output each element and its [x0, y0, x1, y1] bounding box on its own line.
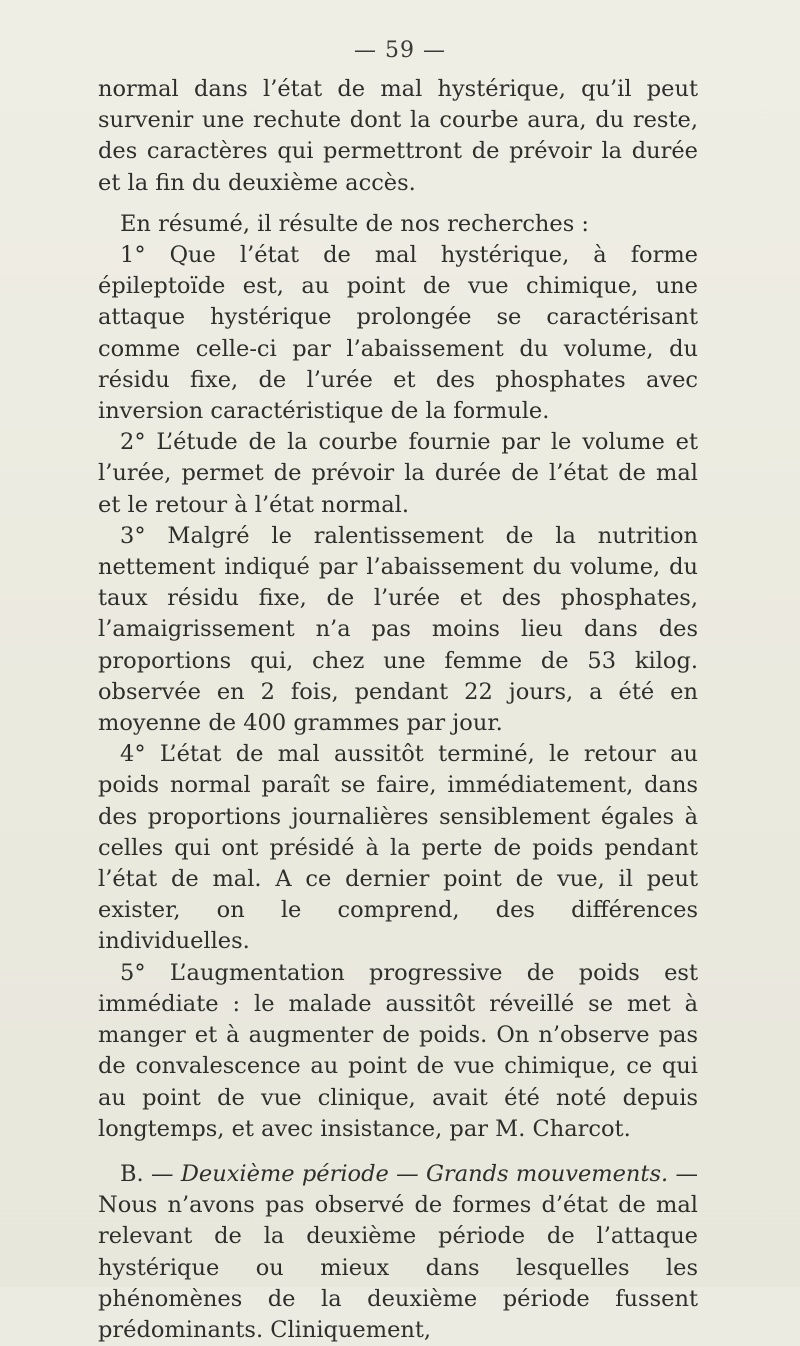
paragraph-continuation: normal dans l’état de mal hystérique, qu’il peut survenir une rechute dont la courbe aura, du reste, des caractères qui permettront de prévoir la durée et la fin du deuxième accès. — [98, 76, 698, 196]
body-text — [98, 74, 698, 1346]
section-b-title: Deuxième période — Grands mouvements. — [180, 1160, 669, 1187]
section-b-paragraph — [98, 1159, 698, 1346]
conclusion-item-2: 2° L’étude de la courbe fournie par le volume et l’urée, permet de prévoir la durée de l’état de mal et le retour à l’état normal. — [98, 429, 698, 518]
conclusion-item-4: 4° L’état de mal aussitôt terminé, le retour au poids normal paraît se faire, immédiatement, dans des proportions journalières sensiblement égales à celles qui ont présidé à la perte de poids pendant l’état de mal. A ce dernier point de vue, il peut exister, on le comprend, des différences individuelles. — [98, 741, 698, 955]
conclusion-item-1: 1° Que l’état de mal hystérique, à forme épileptoïde est, au point de vue chimique, une attaque hystérique prolongée se caractérisant comme celle-ci par l’abaissement du volume, du résidu fixe, de l’urée et des phosphates avec inversion caractéristique de la formule. — [98, 242, 698, 425]
page-number: — 59 — — [354, 38, 446, 63]
section-b-prefix: B. — — [120, 1160, 181, 1187]
conclusion-item-3: 3° Malgré le ralentissement de la nutrition nettement indiqué par l’abaissement du volume, du taux résidu fixe, de l’urée et des phosphates, l’amaigrissement n’a pas moins lieu dans des proportions qui, chez une femme de 53 kilog. observée en 2 fois, pendant 22 jours, a été en moyenne de 400 grammes par jour. — [98, 522, 698, 737]
summary-intro: En résumé, il résulte de nos recherches : — [120, 210, 590, 237]
conclusion-item-5: 5° L’augmentation progressive de poids est immédiate : le malade aussitôt réveillé se met à manger et à augmenter de poids. On n’observe pas de convalescence au point de vue chimique, ce qui au point de vue clinique, avait été noté depuis longtemps, et avec insistance, par M. Charcot. — [98, 959, 698, 1142]
section-b-body: — Nous n’avons pas observé de formes d’état de mal relevant de la deuxième période de l’attaque hystérique ou mieux dans lesquelles les phénomènes de la deuxième période fussent prédominants. Cliniquement, — [98, 1160, 698, 1343]
